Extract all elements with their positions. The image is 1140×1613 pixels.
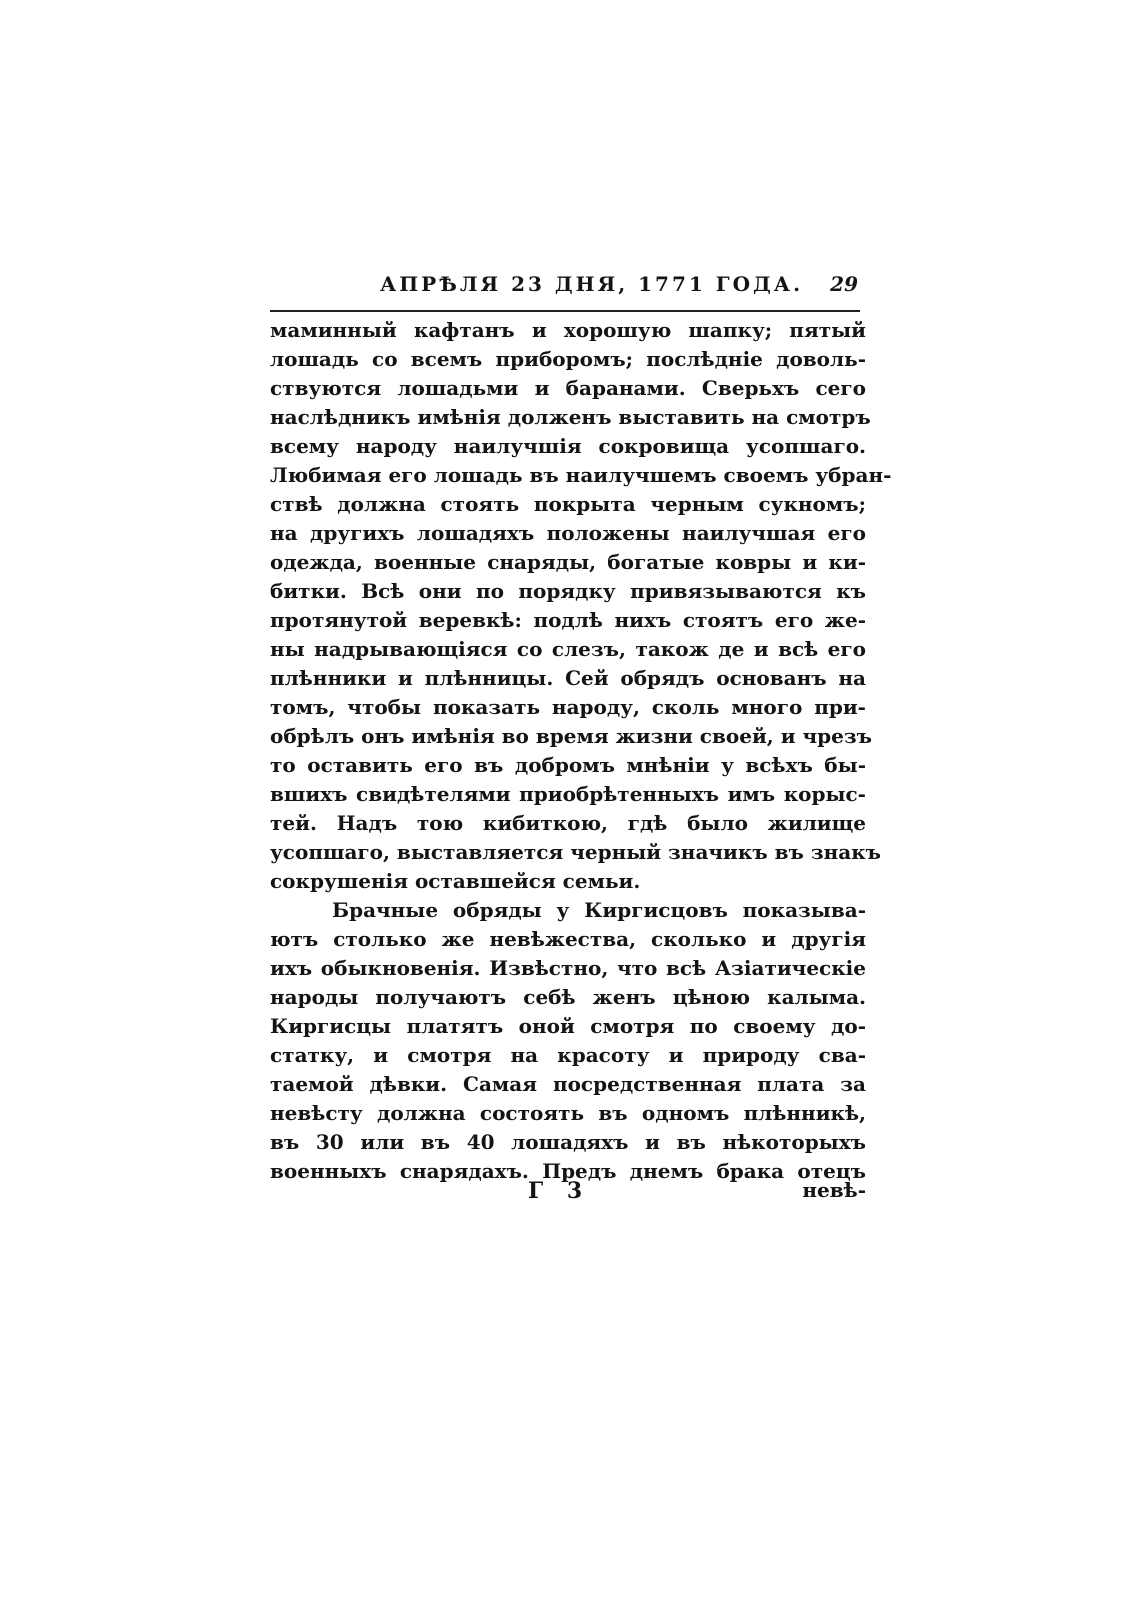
text-line: тей. Надъ тою кибиткою, гдѣ было жилище [270, 811, 866, 835]
text-line: ствуются лошадьми и баранами. Сверьхъ сего [270, 376, 866, 400]
page-number: 29 [830, 272, 858, 296]
text-line: на другихъ лошадяхъ положены наилучшая его [270, 521, 866, 545]
text-line: Любимая его лошадь въ наилучшемъ своемъ убран- [270, 463, 892, 487]
text-line: всему народу наилучшія сокровища усопшаго. [270, 434, 866, 458]
running-head [268, 270, 868, 304]
text-line: усопшаго, выставляется черный значикъ въ знакъ [270, 840, 881, 864]
text-line: народы получаютъ себѣ женъ цѣною калыма. [270, 985, 866, 1009]
text-line: ютъ столько же невѣжества, сколько и другія [270, 927, 866, 951]
text-line: плѣнники и плѣнницы. Сей обрядъ основанъ на [270, 666, 866, 690]
text-line: ихъ обыкновенія. Извѣстно, что всѣ Азіатическіе [270, 956, 866, 980]
text-line: ствѣ должна стоять покрыта черным сукномъ; [270, 492, 866, 516]
text-line: томъ, чтобы показать народу, сколь много при- [270, 695, 866, 719]
text-line: ны надрывающіяся со слезъ, також де и всѣ его [270, 637, 866, 661]
text-line: протянутой веревкѣ: подлѣ нихъ стоятъ его же- [270, 608, 866, 632]
paragraph-first-line: Брачные обряды у Киргисцовъ показыва- [332, 898, 866, 922]
page-footer [270, 1178, 866, 1210]
text-line: обрѣлъ онъ имѣнія во время жизни своей, и чрезъ [270, 724, 872, 748]
running-head-title: АПРѢЛЯ 23 ДНЯ, 1771 ГОДА. [380, 272, 804, 296]
text-line: невѣсту должна состоять въ одномъ плѣнникѣ, [270, 1101, 866, 1125]
signature-mark: Г 3 [528, 1178, 591, 1204]
text-line: Киргисцы платятъ оной смотря по своему до- [270, 1014, 866, 1038]
text-line: одежда, военные снаряды, богатые ковры и ки- [270, 550, 866, 574]
text-line: военныхъ снарядахъ. Предъ днемъ брака отецъ [270, 1159, 866, 1183]
text-line: то оставить его въ добромъ мнѣніи у всѣхъ бы- [270, 753, 866, 777]
header-rule [270, 310, 860, 312]
text-line: маминный кафтанъ и хорошую шапку; пятый [270, 318, 866, 342]
text-line: вшихъ свидѣтелями приобрѣтенныхъ имъ корыс- [270, 782, 866, 806]
text-line: битки. Всѣ они по порядку привязываются къ [270, 579, 866, 603]
text-line: сокрушенія оставшейся семьи. [270, 869, 641, 893]
body-text [270, 316, 892, 1186]
text-line: наслѣдникъ имѣнія долженъ выставить на смотръ [270, 405, 871, 429]
text-line: въ 30 или въ 40 лошадяхъ и въ нѣкоторыхъ [270, 1130, 866, 1154]
catchword: невѣ- [802, 1178, 866, 1202]
text-line: таемой дѣвки. Самая посредственная плата за [270, 1072, 866, 1096]
text-line: статку, и смотря на красоту и природу сва- [270, 1043, 866, 1067]
text-line: лошадь со всемъ приборомъ; послѣдніе доволь- [270, 347, 866, 371]
